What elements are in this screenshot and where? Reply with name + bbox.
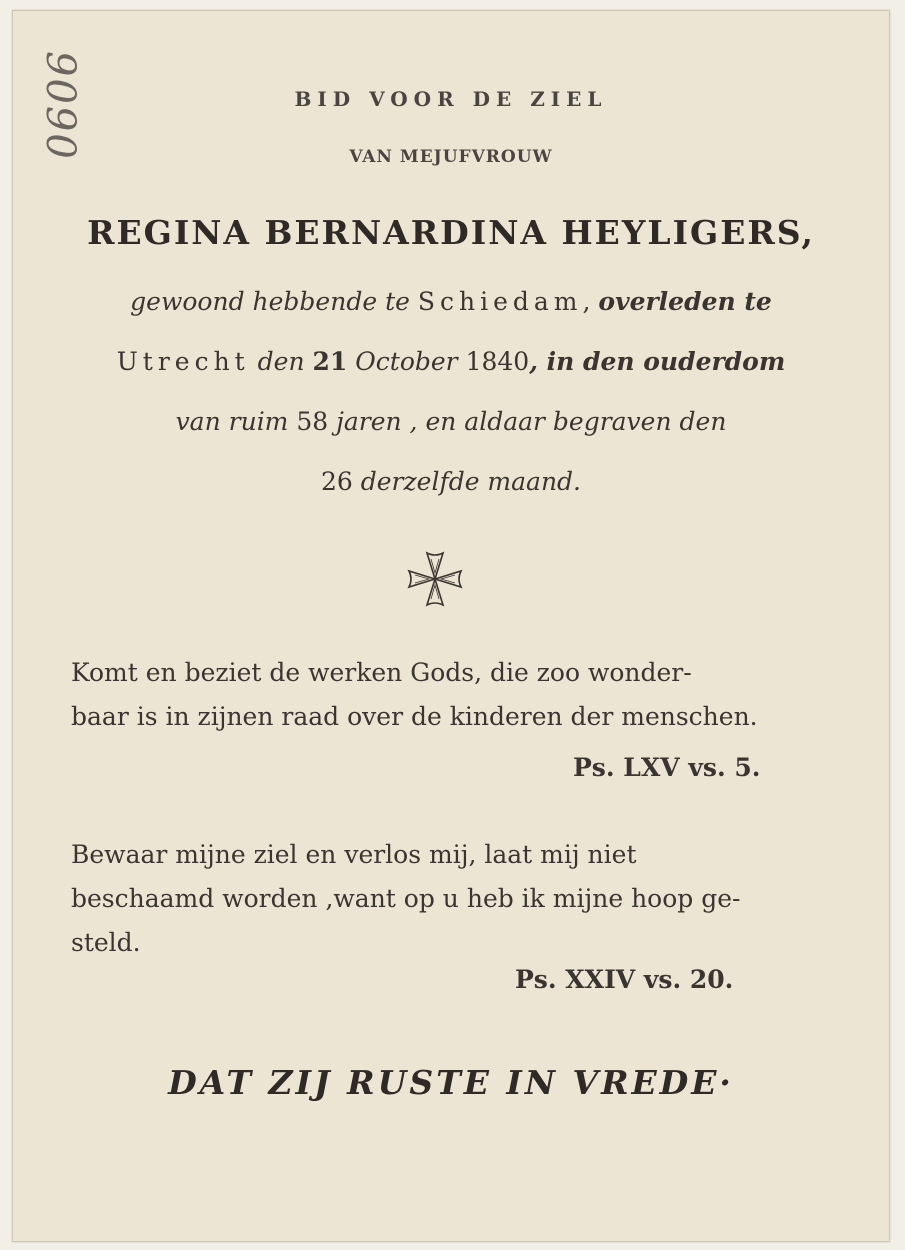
age-years: 58: [296, 407, 329, 436]
details-text: van ruim: [175, 407, 297, 436]
verse-1-reference: Ps. LXV vs. 5.: [573, 753, 761, 782]
verse-1: [71, 651, 831, 739]
verse-2-reference: Ps. XXIV vs. 20.: [515, 965, 734, 994]
details-text: jaren , en aldaar begraven den: [328, 407, 727, 436]
deceased-name: REGINA BERNARDINA HEYLIGERS,: [87, 213, 815, 252]
verse-2: [71, 833, 831, 965]
details-text: ,: [582, 287, 599, 316]
header-line-2: VAN MEJUFVROUW: [349, 147, 553, 167]
prayer-card: [12, 10, 890, 1242]
details-line-3: [13, 407, 889, 436]
place-utrecht: Utrecht: [116, 347, 250, 376]
cross-icon: [403, 547, 467, 611]
death-year: 1840: [465, 347, 530, 376]
details-text: gewoond hebbende te: [130, 287, 418, 316]
details-line-4: [13, 467, 889, 496]
header-line-1: BID VOOR DE ZIEL: [294, 87, 608, 111]
verse-2-line-2: beschaamd worden ,want op u heb ik mijne hoop ge-: [71, 884, 741, 913]
death-day: 21: [312, 347, 348, 376]
details-text: den: [249, 347, 313, 376]
details-text: October: [347, 347, 466, 376]
verse-1-line-2: baar is in zijnen raad over de kinderen der menschen.: [71, 702, 758, 731]
burial-day: 26: [320, 467, 353, 496]
verse-2-line-1: Bewaar mijne ziel en verlos mij, laat mij niet: [71, 840, 637, 869]
details-line-2: [13, 347, 889, 376]
verse-1-line-1: Komt en beziet de werken Gods, die zoo wonder-: [71, 658, 692, 687]
details-line-1: [13, 287, 889, 316]
verse-2-line-3: steld.: [71, 928, 141, 957]
handwritten-annotation: 9090: [37, 51, 83, 161]
details-text: , in den ouderdom: [529, 347, 786, 376]
details-text: derzelfde maand.: [352, 467, 582, 496]
details-text: overleden te: [598, 287, 772, 316]
closing-prayer: DAT ZIJ RUSTE IN VREDE·: [168, 1063, 734, 1102]
place-schiedam: Schiedam: [417, 287, 583, 316]
